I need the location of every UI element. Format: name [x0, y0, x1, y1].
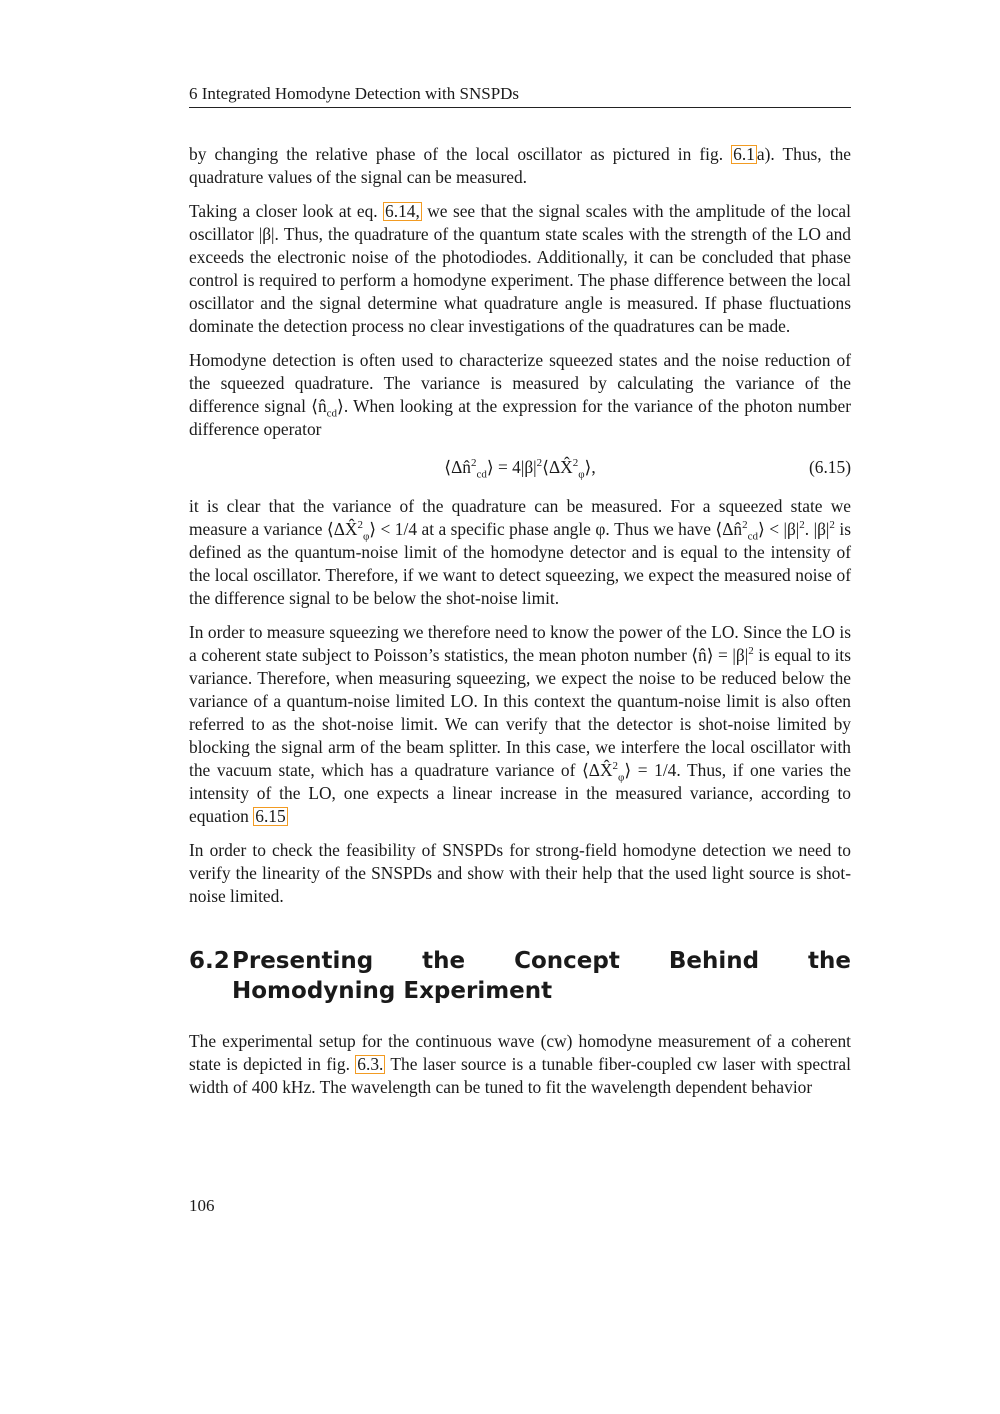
paragraph-text: In order to measure squeezing we therefore need to know the power of the LO. Since the LO is a coherent state subject to Poisson’s statistics, the mean photon number ⟨n̂⟩ = |β| [189, 622, 851, 665]
paragraph-text: ⟩ < 1/4 at a specific phase angle φ. Thus we have ⟨Δn̂ [369, 519, 743, 539]
paragraph-text: Taking a closer look at eq. [189, 201, 378, 221]
paragraph-text: a). Thus, the quadrature values of the signal can be measured. [189, 144, 851, 187]
subscript: φ [618, 771, 625, 784]
paragraph-text: The laser source is a tunable fiber-coupled cw laser with spectral width of 400 kHz. The wavelength can be tuned to fit the wavelength dependent behavior [189, 1054, 851, 1097]
paragraph-5 [189, 621, 851, 828]
figure-reference-link[interactable]: 6.1 [733, 144, 755, 164]
superscript: 2 [612, 760, 619, 773]
paragraph-6 [189, 839, 851, 908]
equation-6-15 [189, 452, 851, 485]
running-header [189, 83, 851, 108]
paragraph-4 [189, 495, 851, 610]
subscript: cd [476, 468, 487, 481]
paragraph-7 [189, 1030, 851, 1099]
superscript: 2 [536, 457, 543, 470]
superscript: 2 [829, 519, 835, 532]
chapter-title: 6 Integrated Homodyne Detection with SNSPDs [189, 84, 520, 103]
section-number: 6.2 [189, 948, 230, 974]
paragraph-text: is equal to its variance. Therefore, when measuring squeezing, we expect the noise to be reduced below the variance of a quantum-noise limited LO. In this context the quantum-noise limit is also often referred to as the shot-noise limit. We can verify that the detector is shot-noise limited by blocking the signal arm of the beam splitter. In this case, we interfere the local oscillator with the vacuum state, which has a quadrature variance of ⟨ΔX̂ [189, 645, 851, 780]
equation-reference-link[interactable]: 6.14, [385, 201, 420, 221]
paragraph-text: ⟩ = 1/4. Thus, if one varies the intensity of the LO, one expects a linear increase in the measured variance, according to equation [189, 760, 852, 826]
paragraph-text: we see that the signal scales with the amplitude of the local oscillator |β|. Thus, the quadrature of the quantum state scales with the strength of the LO and exceeds the electronic noise of the photodiodes. Additionally, it can be concluded that phase control is required to perform a homodyne experiment. The phase difference between the local oscillator and the signal determine what quadrature angle is measured. If phase fluctuations dominate the detection process no clear investigations of the quadratures can be made. [189, 201, 851, 336]
equation-reference-link[interactable]: 6.15 [255, 806, 286, 826]
subscript: cd [326, 407, 338, 420]
superscript: 2 [748, 645, 754, 658]
paragraph-3 [189, 349, 851, 441]
paragraph-text: ⟩ < |β| [757, 519, 800, 539]
subscript: φ [362, 530, 370, 543]
page-body [189, 143, 851, 1110]
superscript: 2 [799, 519, 805, 532]
subscript: cd [747, 530, 758, 543]
equation-part: ⟨ΔX̂ [542, 457, 573, 477]
superscript: 2 [357, 519, 363, 532]
paragraph-text: Homodyne detection is often used to characterize squeezed states and the noise reduction of the squeezed quadrature. The variance is measured by calculating the variance of the difference signal ⟨n̂ [189, 350, 851, 416]
paragraph-text: it is clear that the variance of the quadrature can be measured. For a squeezed state we measure a variance ⟨ΔX̂ [189, 496, 851, 539]
figure-reference-link[interactable]: 6.3. [357, 1054, 384, 1074]
paragraph-text: ⟩. When looking at the expression for the variance of the photon number difference operator [189, 396, 852, 439]
paragraph-text: In order to check the feasibility of SNSPDs for strong-field homodyne detection we need to verify the linearity of the SNSPDs and show with their help that the used light source is shot-noise limited. [189, 840, 851, 906]
paragraph-1 [189, 143, 851, 189]
section-heading [189, 946, 851, 1006]
subscript: φ [578, 468, 585, 481]
paragraph-text: by changing the relative phase of the local oscillator as pictured in fig. [189, 144, 724, 164]
equation-body [189, 456, 851, 479]
equation-part: ⟨Δn̂ [444, 457, 471, 477]
equation-number: (6.15) [808, 457, 851, 477]
paragraph-text: The experimental setup for the continuous wave (cw) homodyne measurement of a coherent state is depicted in fig. [189, 1031, 851, 1074]
superscript: 2 [470, 457, 477, 470]
equation-part: ⟩ = 4|β| [486, 457, 537, 477]
page-number: 106 [189, 1196, 215, 1215]
paragraph-text: . |β| [804, 519, 830, 539]
paragraph-2 [189, 200, 851, 338]
paragraph-text: is defined as the quantum-noise limit of the homodyne detector and is equal to the intensity of the local oscillator. Therefore, if we want to detect squeezing, we expect the measured noise of the difference signal to be below the shot-noise limit. [189, 519, 851, 608]
superscript: 2 [572, 457, 579, 470]
equation-part: ⟩, [584, 457, 596, 477]
section-title: Presenting the Concept Behind the Homodyning Experiment [232, 948, 851, 1004]
superscript: 2 [742, 519, 748, 532]
